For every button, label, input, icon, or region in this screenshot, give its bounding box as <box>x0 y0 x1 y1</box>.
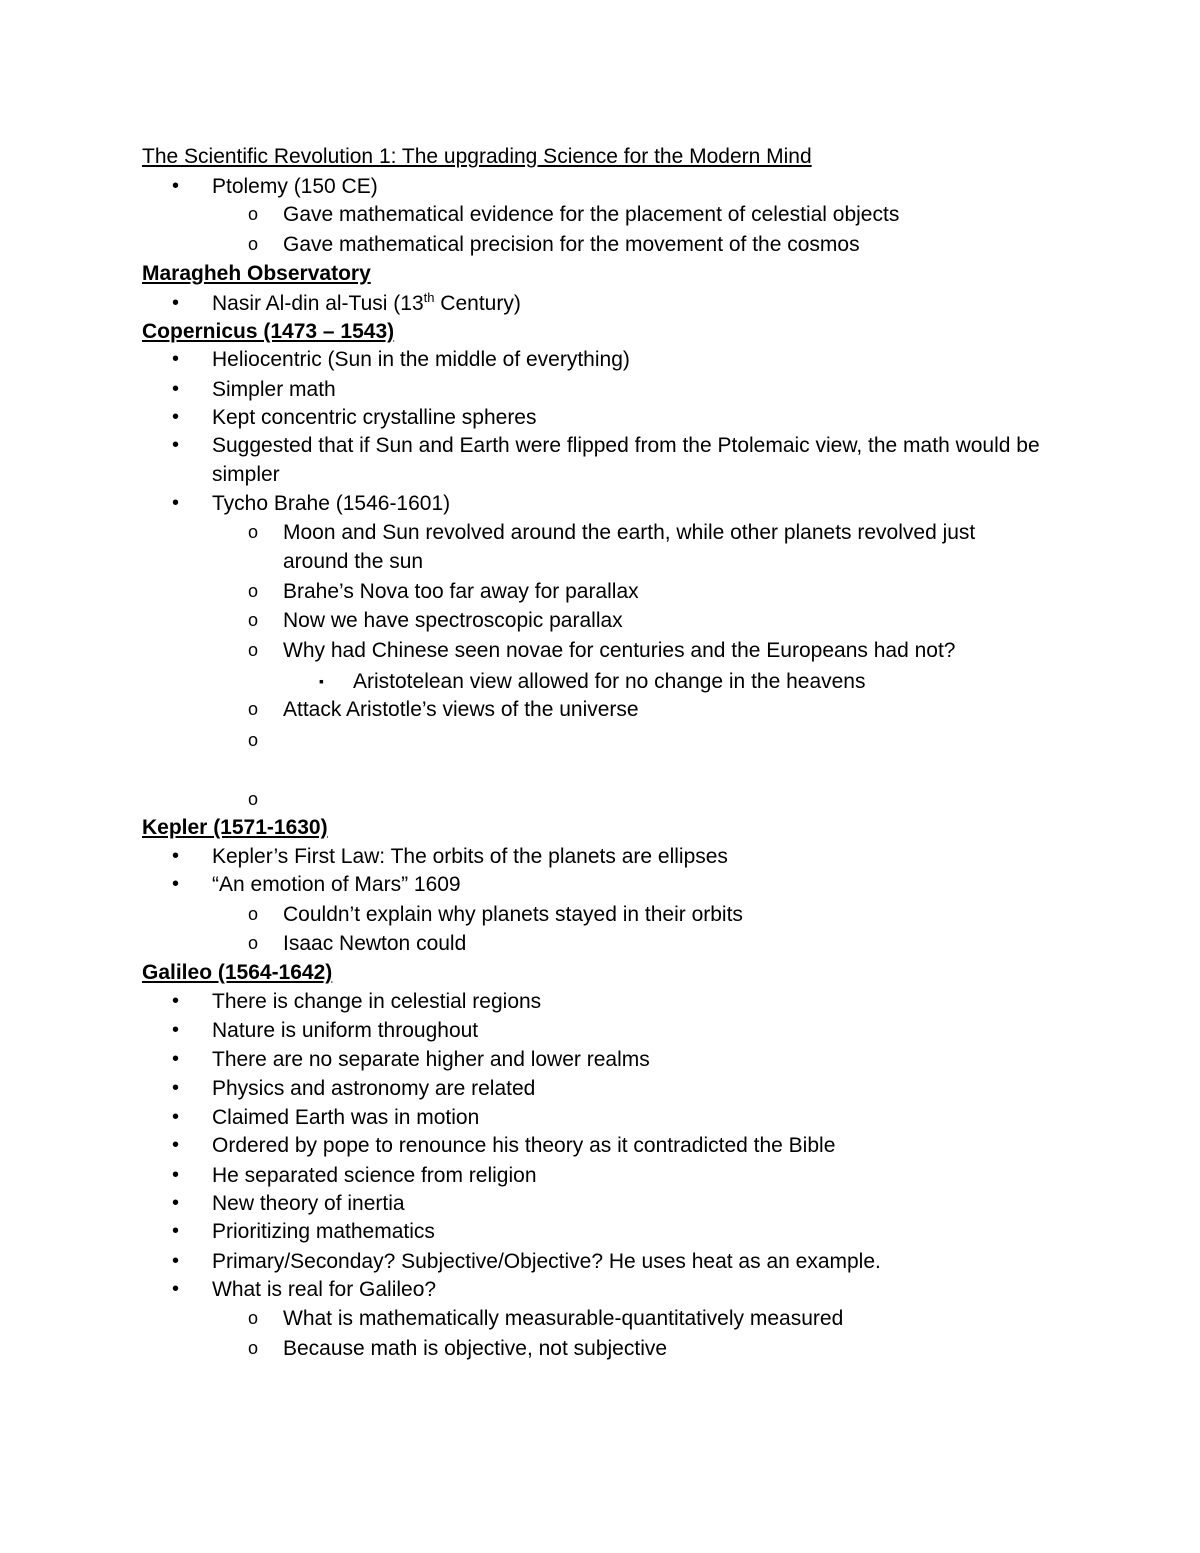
circle-bullet-icon: o <box>248 204 259 224</box>
list-item <box>319 667 866 696</box>
list-item <box>172 1045 650 1074</box>
list-item-text: What is real for Galileo? <box>212 1278 437 1301</box>
item-suffix: Century) <box>434 292 521 315</box>
list-item-text: What is mathematically measurable-quantitatively measured <box>283 1307 844 1330</box>
bullet-icon: • <box>172 378 180 400</box>
list-item-text: Primary/Seconday? Subjective/Objective? He uses heat as an example. <box>212 1250 881 1273</box>
bullet-icon: • <box>172 175 180 197</box>
list-item-text: Kepler’s First Law: The orbits of the planets are ellipses <box>212 845 728 868</box>
list-item <box>172 1016 479 1045</box>
bullet-icon: • <box>172 1048 180 1070</box>
list-item-text: He separated science from religion <box>212 1164 537 1187</box>
list-item-text: Isaac Newton could <box>283 932 467 955</box>
list-item <box>172 289 521 318</box>
list-item <box>248 577 639 606</box>
list-item-text: Nature is uniform throughout <box>212 1019 479 1042</box>
bullet-icon: • <box>172 434 180 456</box>
superscript: th <box>423 290 435 305</box>
list-item-text: Why had Chinese seen novae for centuries and the Europeans had not? <box>283 639 956 662</box>
list-item <box>172 842 728 871</box>
bullet-icon: • <box>172 492 180 514</box>
list-item-text: Couldn’t explain why planets stayed in their orbits <box>283 903 743 926</box>
list-item <box>172 1247 881 1276</box>
list-item-text: Now we have spectroscopic parallax <box>283 609 623 632</box>
list-item-text: Brahe’s Nova too far away for parallax <box>283 580 639 603</box>
bullet-icon: • <box>172 990 180 1012</box>
list-item-text: Simpler math <box>212 378 336 401</box>
item-prefix: Nasir Al-din al-Tusi (13 <box>212 292 424 315</box>
list-item <box>172 375 336 404</box>
section-heading-maragheh: Maragheh Observatory <box>142 262 371 285</box>
circle-bullet-icon: o <box>248 730 259 750</box>
circle-bullet-icon: o <box>248 789 259 809</box>
bullet-icon: • <box>172 1192 180 1214</box>
circle-bullet-icon: o <box>248 234 259 254</box>
section-heading-kepler: Kepler (1571-1630) <box>142 816 328 839</box>
list-item <box>172 1217 435 1246</box>
circle-bullet-icon: o <box>248 699 259 719</box>
list-item <box>248 695 639 724</box>
list-item <box>172 1189 405 1218</box>
circle-bullet-icon: o <box>248 522 259 542</box>
bullet-icon: • <box>172 873 180 895</box>
section-heading-copernicus: Copernicus (1473 – 1543) <box>142 320 395 343</box>
list-item <box>172 870 461 899</box>
bullet-icon: • <box>172 292 180 314</box>
list-item <box>172 489 451 518</box>
list-item <box>248 200 900 229</box>
bullet-icon: • <box>172 348 180 370</box>
list-item-text: Claimed Earth was in motion <box>212 1106 480 1129</box>
bullet-icon: • <box>172 1134 180 1156</box>
list-item <box>248 606 623 635</box>
list-item-text: There are no separate higher and lower realms <box>212 1048 650 1071</box>
list-item-text: Kept concentric crystalline spheres <box>212 406 537 429</box>
list-item <box>248 636 956 665</box>
list-item <box>248 1334 668 1363</box>
list-item-text: Aristotelean view allowed for no change in the heavens <box>353 670 866 693</box>
list-item <box>248 900 743 929</box>
list-item-text: Gave mathematical precision for the movement of the cosmos <box>283 233 860 256</box>
square-bullet-icon: ▪ <box>319 673 324 689</box>
list-item-text: Gave mathematical evidence for the placement of celestial objects <box>283 203 900 226</box>
bullet-icon: • <box>172 1106 180 1128</box>
list-item <box>172 1103 480 1132</box>
circle-bullet-icon: o <box>248 610 259 630</box>
list-item <box>172 345 630 374</box>
list-item <box>172 1074 536 1103</box>
bullet-icon: • <box>172 1019 180 1041</box>
list-item <box>248 929 467 958</box>
list-item-text: Attack Aristotle’s views of the universe <box>283 698 639 721</box>
document-title: The Scientific Revolution 1: The upgrading Science for the Modern Mind <box>142 145 812 168</box>
list-item <box>248 230 860 259</box>
circle-bullet-icon: o <box>248 1308 259 1328</box>
list-item-text: Tycho Brahe (1546-1601) <box>212 492 451 515</box>
list-item-text: Heliocentric (Sun in the middle of everything) <box>212 348 630 371</box>
list-item <box>248 1304 844 1333</box>
circle-bullet-icon: o <box>248 904 259 924</box>
section-heading-galileo: Galileo (1564-1642) <box>142 961 333 984</box>
list-item-text: Prioritizing mathematics <box>212 1220 435 1243</box>
bullet-icon: • <box>172 1220 180 1242</box>
circle-bullet-icon: o <box>248 581 259 601</box>
list-item <box>172 403 537 432</box>
list-item <box>172 1131 836 1160</box>
list-item <box>172 987 542 1016</box>
bullet-icon: • <box>172 406 180 428</box>
list-item <box>172 431 1042 489</box>
list-item <box>172 1275 437 1304</box>
list-item-text: Ptolemy (150 CE) <box>212 175 378 198</box>
circle-bullet-icon: o <box>248 1338 259 1358</box>
bullet-icon: • <box>172 1077 180 1099</box>
bullet-icon: • <box>172 1164 180 1186</box>
bullet-icon: • <box>172 1278 180 1300</box>
circle-bullet-icon: o <box>248 640 259 660</box>
list-item <box>172 1161 537 1190</box>
list-item <box>172 172 378 201</box>
list-item-text: New theory of inertia <box>212 1192 405 1215</box>
list-item-text: There is change in celestial regions <box>212 990 542 1013</box>
list-item-text: Ordered by pope to renounce his theory as it contradicted the Bible <box>212 1134 836 1157</box>
list-item-text: Physics and astronomy are related <box>212 1077 536 1100</box>
bullet-icon: • <box>172 845 180 867</box>
list-item-text: Suggested that if Sun and Earth were flipped from the Ptolemaic view, the math would be simpler <box>212 434 1040 486</box>
circle-bullet-icon: o <box>248 933 259 953</box>
bullet-icon: • <box>172 1250 180 1272</box>
list-item-text: Moon and Sun revolved around the earth, while other planets revolved just around the sun <box>283 521 976 573</box>
list-item-text: “An emotion of Mars” 1609 <box>212 873 461 896</box>
list-item <box>248 518 1043 576</box>
list-item-text: Because math is objective, not subjective <box>283 1337 668 1360</box>
list-item-text <box>212 292 521 315</box>
